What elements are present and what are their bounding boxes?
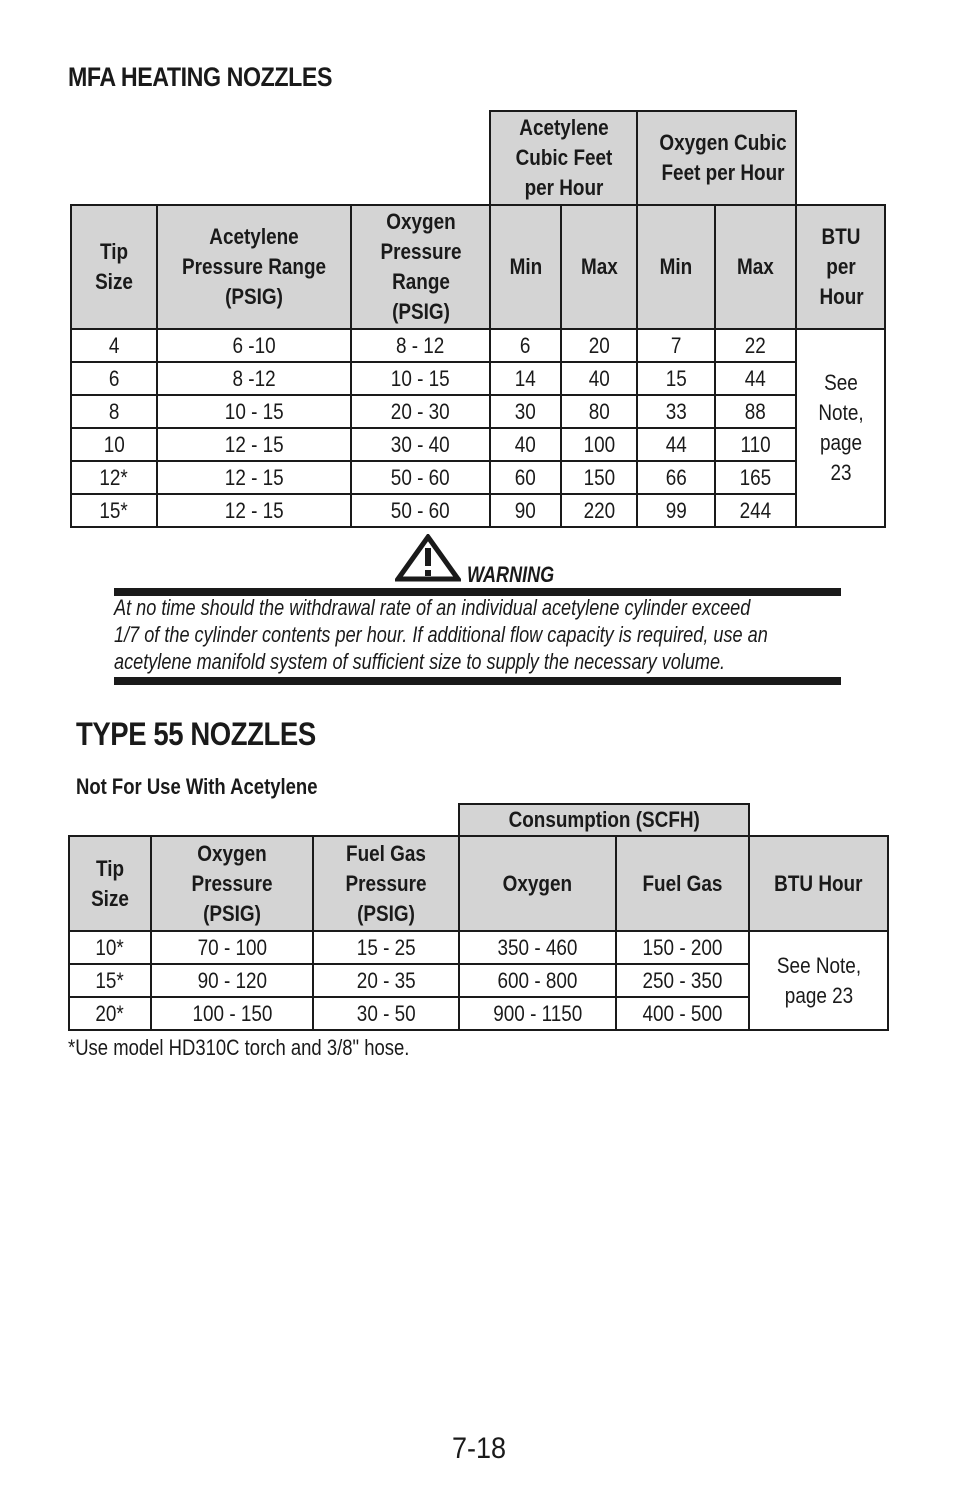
mfa-nozzles-table [70,110,886,528]
table-cell: 14 [490,362,561,395]
table-row [71,494,885,527]
col-acetylene-min: Min [490,205,561,329]
table-cell: 30 - 50 [313,997,459,1030]
table-cell: 4 [71,329,157,362]
table-cell: 10 - 15 [157,395,351,428]
col-oxygen-min: Min [637,205,715,329]
btu-see-note-cell: See Note, page 23 [749,931,888,1030]
footnote: *Use model HD310C torch and 3/8" hose. [68,1035,410,1060]
table-cell: 12* [71,461,157,494]
table-cell: 15 - 25 [313,931,459,964]
table-cell: 40 [561,362,637,395]
table-cell: 30 [490,395,561,428]
table-cell: 10 - 15 [351,362,490,395]
table-cell: 33 [637,395,715,428]
btu-see-note-cell: See Note, page 23 [796,329,885,527]
type55-subtitle: Not For Use With Acetylene [76,774,318,799]
table-cell: 6 [71,362,157,395]
table-cell: 44 [715,362,796,395]
col-fuel-gas-pressure: Fuel Gas Pressure (PSIG) [313,836,459,931]
table-cell: 900 - 1150 [459,997,616,1030]
col-oxygen-pressure: Oxygen Pressure (PSIG) [151,836,313,931]
table-cell: 22 [715,329,796,362]
table-cell: 220 [561,494,637,527]
table-cell: 8 - 12 [351,329,490,362]
table-cell: 100 - 150 [151,997,313,1030]
table-cell: 50 - 60 [351,461,490,494]
page-number: 7-18 [452,1432,507,1465]
col-oxygen-pressure: Oxygen Pressure Range (PSIG) [351,205,490,329]
warning-header [395,534,595,587]
mfa-section-title: MFA HEATING NOZZLES [68,62,333,92]
col-tip-size: Tip Size [71,205,157,329]
warning-line: 1/7 of the cylinder contents per hour. If additional flow capacity is required, use an [114,622,768,647]
col-oxygen-consumption: Oxygen [459,836,616,931]
col-btu-per-hour: BTU per Hour [796,205,885,329]
table-cell: 20 - 30 [351,395,490,428]
table-cell: 15 [637,362,715,395]
warning-label: WARNING [467,562,555,587]
table-cell: 44 [637,428,715,461]
table-cell: 66 [637,461,715,494]
table-row [71,395,885,428]
col-fuel-gas-consumption: Fuel Gas [616,836,749,931]
table-row [71,329,885,362]
table-cell: 8 -12 [157,362,351,395]
table-cell: 6 -10 [157,329,351,362]
header-spacer [69,804,459,836]
table-row [71,362,885,395]
table-cell: 50 - 60 [351,494,490,527]
col-acetylene-max: Max [561,205,637,329]
warning-rule-bottom [114,677,841,685]
table-row [71,428,885,461]
table-cell: 90 - 120 [151,964,313,997]
type55-section-title: TYPE 55 NOZZLES [76,716,316,752]
table-cell: 30 - 40 [351,428,490,461]
warning-line: At no time should the withdrawal rate of an individual acetylene cylinder exceed [114,595,751,620]
table-cell: 20* [69,997,151,1030]
table-cell: 600 - 800 [459,964,616,997]
consumption-group-header: Consumption (SCFH) [459,804,749,836]
table-row [71,461,885,494]
table-cell: 12 - 15 [157,494,351,527]
table-cell: 244 [715,494,796,527]
table-cell: 150 - 200 [616,931,749,964]
warning-line: acetylene manifold system of sufficient size to supply the necessary volume. [114,649,726,674]
table-cell: 12 - 15 [157,428,351,461]
table-cell: 150 [561,461,637,494]
warning-text [114,594,839,675]
table-cell: 10 [71,428,157,461]
col-acetylene-pressure: Acetylene Pressure Range (PSIG) [157,205,351,329]
header-spacer [749,804,888,836]
table-cell: 99 [637,494,715,527]
table-cell: 40 [490,428,561,461]
table-cell: 10* [69,931,151,964]
col-oxygen-max: Max [715,205,796,329]
table-cell: 7 [637,329,715,362]
table-cell: 60 [490,461,561,494]
table-cell: 70 - 100 [151,931,313,964]
table-cell: 8 [71,395,157,428]
table-cell: 400 - 500 [616,997,749,1030]
table-cell: 15* [69,964,151,997]
col-btu-hour: BTU Hour [749,836,888,931]
table-cell: 20 - 35 [313,964,459,997]
oxygen-group-header: Oxygen Cubic Feet per Hour [637,111,796,205]
acetylene-group-header: Acetylene Cubic Feet per Hour [490,111,637,205]
table-cell: 15* [71,494,157,527]
col-tip-size: Tip Size [69,836,151,931]
header-spacer [796,111,885,205]
table-cell: 250 - 350 [616,964,749,997]
header-spacer [71,111,490,205]
table-cell: 20 [561,329,637,362]
table-cell: 90 [490,494,561,527]
table-cell: 88 [715,395,796,428]
table-cell: 110 [715,428,796,461]
table-cell: 80 [561,395,637,428]
table-cell: 165 [715,461,796,494]
table-cell: 12 - 15 [157,461,351,494]
table-cell: 350 - 460 [459,931,616,964]
table-cell: 6 [490,329,561,362]
warning-triangle-icon [395,534,461,582]
type55-nozzles-table [68,803,889,1031]
table-cell: 100 [561,428,637,461]
table-row [69,931,888,964]
